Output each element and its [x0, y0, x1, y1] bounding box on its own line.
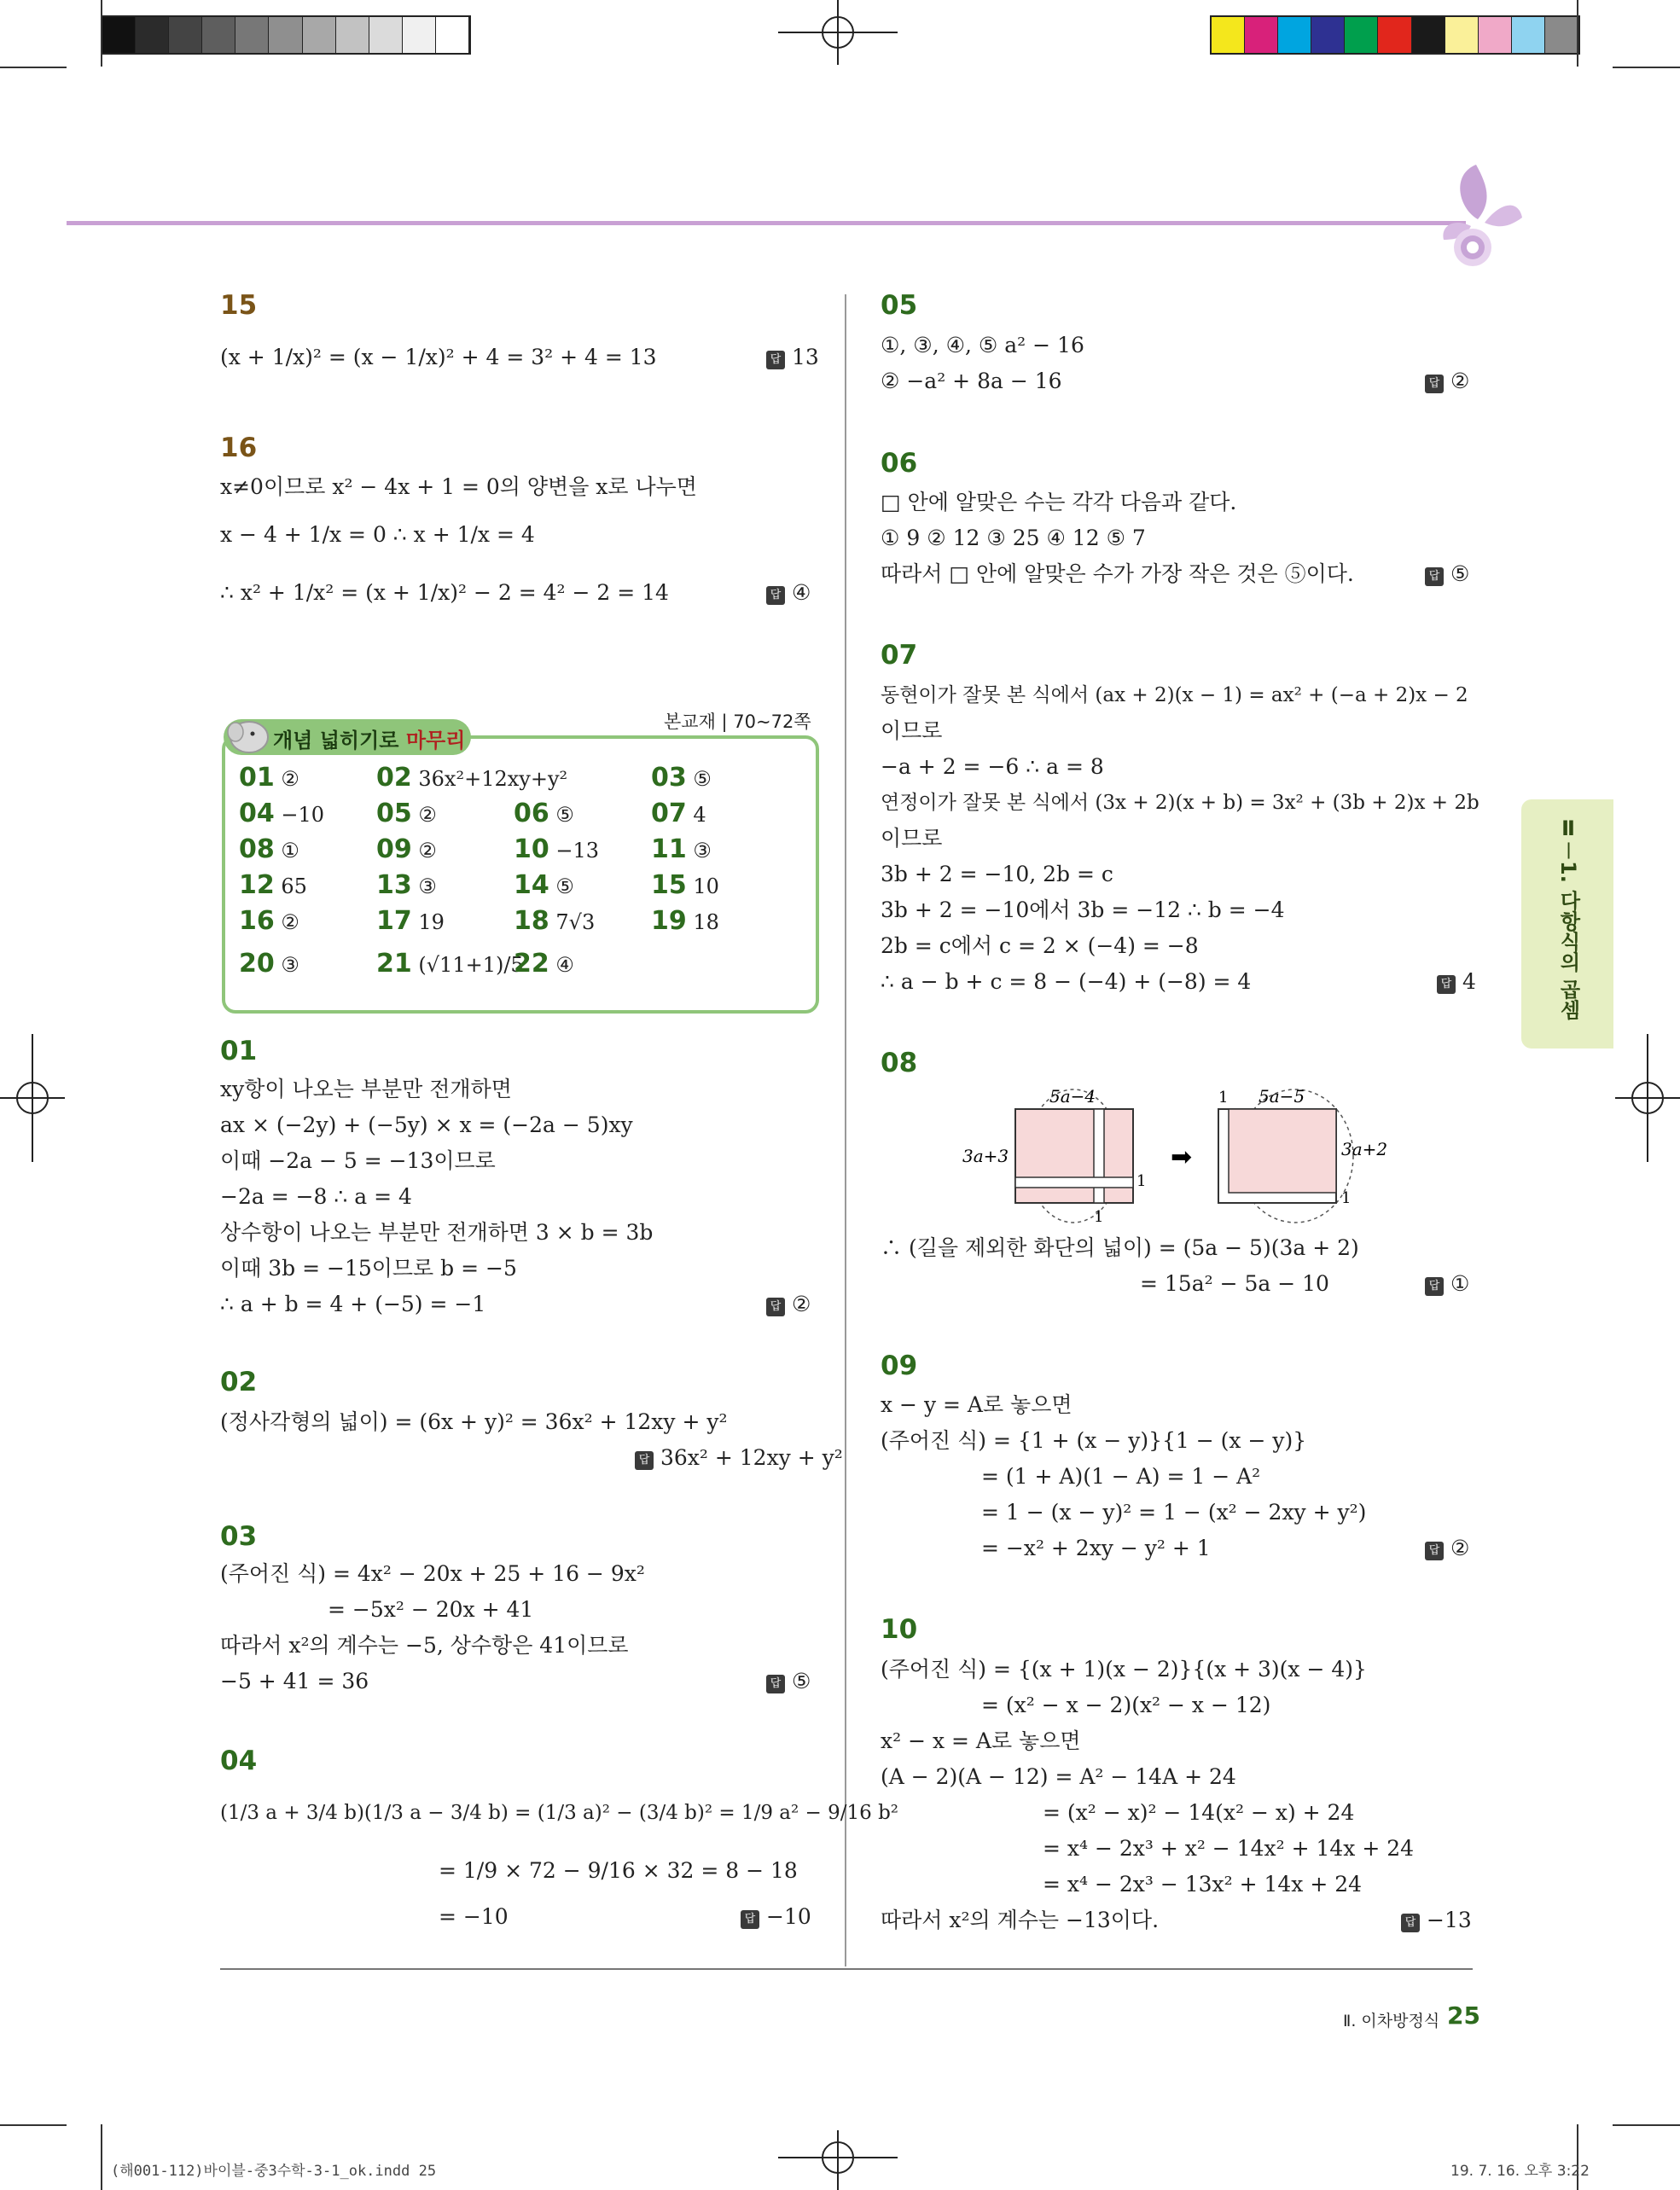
question-number: 04 [220, 1746, 258, 1776]
crop-mark [101, 2124, 102, 2190]
solution-line: (1/3 a + 3/4 b)(1/3 a − 3/4 b) = (1/3 a)² − (3/4 b)² = 1/9 a² − 9/16 b² [220, 1802, 899, 1824]
question-number: 05 [881, 290, 918, 321]
review-item: 16 ② [239, 906, 299, 936]
review-item: 19 18 [651, 906, 719, 936]
crop-mark [0, 67, 67, 68]
fig-label: 5a−4 [1049, 1086, 1096, 1107]
solution-line: ax × (−2y) + (−5y) × x = (−2a − 5)xy [220, 1112, 633, 1137]
garden-original [1015, 1109, 1133, 1203]
answer-badge-icon: 답 [1425, 1542, 1444, 1560]
question-number: 01 [220, 1036, 258, 1066]
question-number: 15 [220, 290, 258, 321]
color-swatch [202, 17, 235, 53]
solution-line: −2a = −8 ∴ a = 4 [220, 1184, 412, 1209]
review-item: 20 ③ [239, 949, 299, 979]
question-number: 03 [220, 1521, 258, 1552]
print-file-info: (해001-112)바이블-중3수학-3-1_ok.indd 25 [111, 2163, 437, 2180]
answer [1425, 1269, 1469, 1298]
answer-value: 36x² + 12xy + y² [660, 1445, 843, 1470]
solution-line: □ 안에 알맞은 수는 각각 다음과 같다. [881, 490, 1237, 514]
color-swatch [1212, 17, 1245, 53]
solution-line: = −x² + 2xy − y² + 1 [981, 1536, 1211, 1560]
answer [741, 1902, 811, 1931]
crop-mark [1613, 2124, 1680, 2126]
solution-line: x − y = A로 놓으면 [881, 1392, 1073, 1417]
review-item: 22 ④ [514, 949, 574, 979]
solution-line: (x + 1/x)² = (x − 1/x)² + 4 = 3² + 4 = 13 [220, 345, 657, 369]
solution-line: 이므로 [881, 718, 943, 743]
solution-line: −a + 2 = −6 ∴ a = 8 [881, 754, 1104, 779]
solution-line: xy항이 나오는 부분만 전개하면 [220, 1077, 512, 1101]
color-swatch [336, 17, 369, 53]
flower-ornament-icon [1433, 158, 1527, 277]
solution-line: 상수항이 나오는 부분만 전개하면 3 × b = 3b [220, 1220, 654, 1245]
answer-badge-icon: 답 [635, 1451, 654, 1470]
color-swatch [169, 17, 202, 53]
solution-line: ①, ③, ④, ⑤ a² − 16 [881, 333, 1084, 357]
answer [1425, 560, 1469, 589]
registration-mark [1615, 1034, 1680, 1162]
solution-line: 2b = c에서 c = 2 × (−4) = −8 [881, 933, 1199, 958]
color-swatch [1445, 17, 1479, 53]
solution-line: = (x² − x − 2)(x² − x − 12) [981, 1693, 1271, 1717]
answer [1425, 1534, 1469, 1563]
solution-line: −5 + 41 = 36 [220, 1669, 369, 1693]
color-swatch [303, 17, 336, 53]
solution-line: = 15a² − 5a − 10 [1140, 1271, 1329, 1296]
review-item: 04 −10 [239, 799, 325, 828]
answer [1437, 967, 1476, 996]
solution-line: 3b + 2 = −10, 2b = c [881, 862, 1113, 886]
answer [635, 1444, 843, 1473]
answer-value: −10 [766, 1904, 811, 1929]
color-swatch [1345, 17, 1378, 53]
crop-mark [1577, 2124, 1578, 2190]
review-item: 17 19 [376, 906, 445, 936]
solution-line: ① 9 ② 12 ③ 25 ④ 12 ⑤ 7 [881, 526, 1146, 550]
color-swatch [1512, 17, 1545, 53]
review-item: 08 ① [239, 834, 299, 864]
crop-mark [101, 0, 102, 67]
answer [1425, 367, 1469, 396]
column-divider [845, 294, 846, 1966]
solution-line: 연정이가 잘못 본 식에서 (3x + 2)(x + b) = 3x² + (3b + 2)x + 2b [881, 792, 1479, 814]
answer-badge-icon: 답 [1401, 1914, 1420, 1932]
solution-line: 따라서 x²의 계수는 −13이다. [881, 1908, 1160, 1932]
solution-line: 이므로 [881, 826, 943, 851]
answer-badge-icon: 답 [766, 1675, 785, 1693]
review-item: 13 ③ [376, 870, 437, 900]
solution-line: ∴ (길을 제외한 화단의 넓이) = (5a − 5)(3a + 2) [881, 1235, 1359, 1260]
chapter-side-tab [1521, 799, 1613, 1049]
solution-line: ② −a² + 8a − 16 [881, 369, 1062, 393]
fig-label: 1 [1136, 1172, 1147, 1190]
review-item: 10 −13 [514, 834, 600, 864]
chapter-side-tab-label: Ⅱ－1. 다항식의 곱셈 [1556, 816, 1580, 1020]
print-timestamp: 19. 7. 16. 오후 3:22 [1450, 2163, 1590, 2180]
registration-mark [778, 0, 898, 65]
review-item: 06 ⑤ [514, 799, 574, 828]
answer [1401, 1906, 1472, 1935]
answer-value: 4 [1462, 969, 1476, 994]
process-color-bar [1210, 15, 1580, 55]
solution-line: = 1/9 × 72 − 9/16 × 32 = 8 − 18 [439, 1858, 798, 1883]
solution-line: ∴ a + b = 4 + (−5) = −1 [220, 1292, 486, 1316]
path-vertical [1094, 1109, 1104, 1203]
fig-label: 3a+2 [1341, 1139, 1388, 1159]
review-item: 09 ② [376, 834, 437, 864]
color-swatch [1311, 17, 1345, 53]
solution-line: 따라서 □ 안에 알맞은 수가 가장 작은 것은 ⑤이다. [881, 561, 1354, 586]
review-item: 02 36x²+12xy+y² [376, 763, 568, 793]
color-swatch [1545, 17, 1578, 53]
color-swatch [136, 17, 169, 53]
answer [766, 578, 811, 607]
gray-color-bar [101, 15, 471, 55]
crop-mark [1613, 67, 1680, 68]
fig-label: 1 [1341, 1189, 1352, 1207]
solution-line: 3b + 2 = −10에서 3b = −12 ∴ b = −4 [881, 897, 1285, 922]
answer-value: ① [1450, 1271, 1470, 1296]
solution-line: x≠0이므로 x² − 4x + 1 = 0의 양변을 x로 나누면 [220, 474, 697, 499]
solution-line: 따라서 x²의 계수는 −5, 상수항은 41이므로 [220, 1633, 629, 1658]
review-item: 18 7√3 [514, 906, 596, 936]
color-swatch [403, 17, 436, 53]
solution-line: ∴ a − b + c = 8 − (−4) + (−8) = 4 [881, 969, 1252, 994]
answer-badge-icon: 답 [1425, 375, 1444, 393]
footer-rule [220, 1968, 1473, 1970]
color-swatch [1378, 17, 1411, 53]
registration-mark [778, 2130, 898, 2190]
review-reference: 본교재 | 70∼72쪽 [664, 712, 811, 732]
question-number: 02 [220, 1367, 258, 1397]
answer [766, 1667, 811, 1696]
review-item: 11 ③ [651, 834, 712, 864]
review-item: 01 ② [239, 763, 299, 793]
answer-value: ④ [792, 580, 811, 605]
solution-line: = −5x² − 20x + 41 [328, 1597, 534, 1622]
elephant-icon [224, 713, 275, 758]
solution-line: x² − x = A로 놓으면 [881, 1728, 1081, 1753]
question-number: 10 [881, 1614, 918, 1645]
question-number: 16 [220, 433, 258, 463]
solution-line: (주어진 식) = 4x² − 20x + 25 + 16 − 9x² [220, 1561, 645, 1586]
answer-value: ⑤ [1450, 561, 1470, 586]
solution-line: = (x² − x)² − 14(x² − x) + 24 [1043, 1800, 1355, 1825]
solution-line: = x⁴ − 2x³ − 13x² + 14x + 24 [1043, 1872, 1363, 1897]
color-swatch [369, 17, 403, 53]
answer-badge-icon: 답 [1437, 975, 1456, 994]
review-item: 07 4 [651, 799, 706, 828]
answer-badge-icon: 답 [766, 1298, 785, 1316]
answer-badge-icon: 답 [1425, 567, 1444, 586]
path-horizontal [1015, 1177, 1133, 1188]
question-number: 07 [881, 640, 918, 671]
answer-value: −13 [1427, 1908, 1472, 1932]
solution-line: = −10 [439, 1904, 509, 1929]
answer-value: ② [1450, 1536, 1470, 1560]
solution-line: (정사각형의 넓이) = (6x + y)² = 36x² + 12xy + y² [220, 1409, 728, 1434]
question-number: 08 [881, 1048, 918, 1078]
color-swatch [102, 17, 136, 53]
solution-line: 동현이가 잘못 본 식에서 (ax + 2)(x − 1) = ax² + (−a + 2)x − 2 [881, 684, 1468, 706]
solution-line: (주어진 식) = {1 + (x − y)}{1 − (x − y)} [881, 1428, 1307, 1453]
review-title-a: 개념 넓히기로 [273, 729, 406, 752]
color-swatch [1245, 17, 1278, 53]
fig-label: 1 [1218, 1089, 1229, 1107]
solution-line: 이때 −2a − 5 = −13이므로 [220, 1148, 496, 1173]
review-item: 15 10 [651, 870, 719, 900]
answer-value: 13 [792, 345, 819, 369]
fig-label: 1 [1094, 1208, 1104, 1226]
header-rule [67, 221, 1466, 225]
solution-line: x − 4 + 1/x = 0 ∴ x + 1/x = 4 [220, 522, 535, 547]
answer-badge-icon: 답 [766, 586, 785, 605]
answer-value: ② [1450, 369, 1470, 393]
solution-line: 이때 3b = −15이므로 b = −5 [220, 1256, 517, 1281]
review-item: 03 ⑤ [651, 763, 712, 793]
color-swatch [1278, 17, 1311, 53]
fig-label: 5a−5 [1259, 1086, 1305, 1107]
question-number: 09 [881, 1351, 918, 1381]
crop-mark [0, 2124, 67, 2126]
review-item: 21 (√11+1)/5 [376, 949, 524, 979]
answer-value: ⑤ [792, 1669, 811, 1693]
review-title [273, 723, 465, 753]
page-number: 25 [1447, 2001, 1480, 2030]
question-number: 06 [881, 448, 918, 479]
review-item: 05 ② [376, 799, 437, 828]
garden-path-diagram [947, 1083, 1425, 1229]
answer-value: ② [792, 1292, 811, 1316]
color-swatch [1412, 17, 1445, 53]
solution-line: = x⁴ − 2x³ + x² − 14x² + 14x + 24 [1043, 1836, 1415, 1861]
answer [766, 343, 819, 372]
review-item: 12 65 [239, 870, 307, 900]
answer-badge-icon: 답 [741, 1910, 759, 1929]
review-item: 14 ⑤ [514, 870, 574, 900]
arrow-icon: ➡ [1171, 1142, 1193, 1172]
fig-label: 3a+3 [962, 1146, 1009, 1166]
color-swatch [235, 17, 269, 53]
solution-line: = 1 − (x − y)² = 1 − (x² − 2xy + y²) [981, 1500, 1367, 1525]
answer-badge-icon: 답 [766, 351, 785, 369]
solution-line: ∴ x² + 1/x² = (x + 1/x)² − 2 = 4² − 2 = 14 [220, 580, 669, 605]
color-swatch [436, 17, 469, 53]
color-swatch [1479, 17, 1512, 53]
color-swatch [269, 17, 302, 53]
review-title-b: 마무리 [405, 729, 466, 752]
garden-remaining [1229, 1109, 1336, 1193]
solution-line: (주어진 식) = {(x + 1)(x − 2)}{(x + 3)(x − 4)} [881, 1657, 1367, 1682]
answer-badge-icon: 답 [1425, 1277, 1444, 1296]
answer [766, 1290, 811, 1319]
solution-line: = (1 + A)(1 − A) = 1 − A² [981, 1464, 1261, 1489]
footer-section: Ⅱ. 이차방정식 [1343, 2012, 1440, 2030]
solution-line: (A − 2)(A − 12) = A² − 14A + 24 [881, 1764, 1236, 1789]
registration-mark [0, 1034, 65, 1162]
crop-mark [1577, 0, 1578, 67]
